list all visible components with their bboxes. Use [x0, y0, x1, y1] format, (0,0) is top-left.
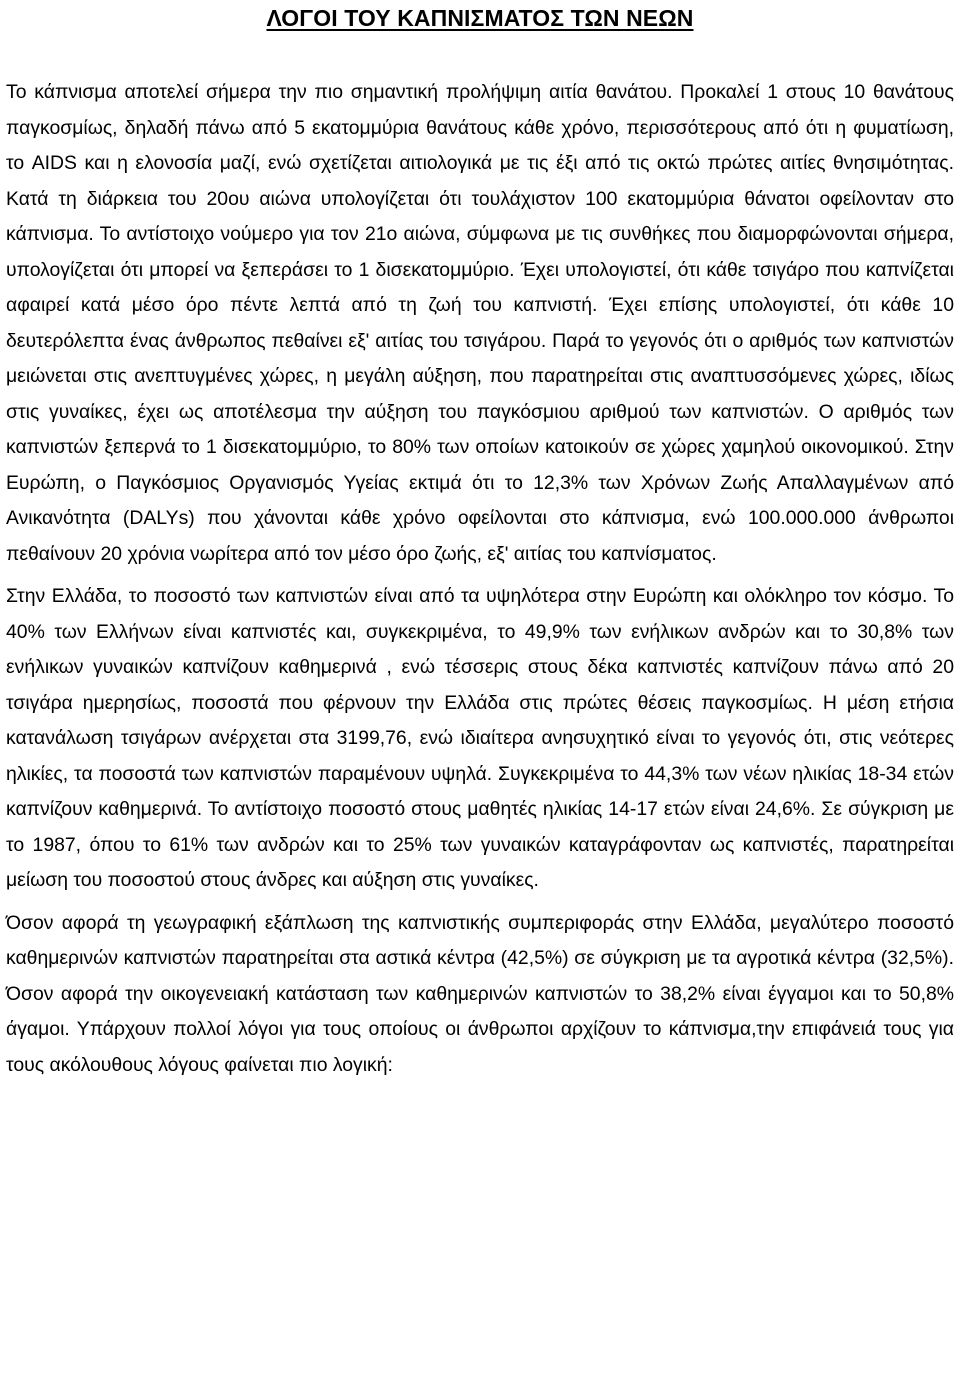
paragraph-greece-smoking: Στην Ελλάδα, το ποσοστό των καπνιστών είναι από τα υψηλότερα στην Ευρώπη και ολόκληρο τον κόσμο. Το 40% των Ελλήνων είναι καπνιστές και, συγκεκριμένα, το 49,9% των ενήλικων ανδρών και το 30,8% των ενήλικων γυναικών καπνίζουν καθημερινά , ενώ τέσσερις στους δέκα καπνιστές καπνίζουν πάνω από 20 τσιγάρα ημερησίως, ποσοστά που φέρνουν την Ελλάδα στις πρώτες θέσεις παγκοσμίως. Η μέση ετήσια κατανάλωση τσιγάρων ανέρχεται στα 3199,76, ενώ ιδιαίτερα ανησυχητικό είναι το γεγονός ότι, στις νεότερες ηλικίες, τα ποσοστά των καπνιστών παραμένουν υψηλά. Συγκεκριμένα το 44,3% των νέων ηλικίας 18-34 ετών καπνίζουν καθημερινά. Το αντίστοιχο ποσοστό στους μαθητές ηλικίας 14-17 ετών είναι 24,6%. Σε σύγκριση με το 1987, όπου το 61% των ανδρών και το 25% των γυναικών καταγράφονταν ως καπνιστές, παρατηρείται μείωση του ποσοστού στους άνδρες και αύξηση στις γυναίκες.	[6, 585, 954, 891]
paragraph-geographic-distribution: Όσον αφορά τη γεωγραφική εξάπλωση της καπνιστικής συμπεριφοράς στην Ελλάδα, μεγαλύτερο ποσοστό καθημερινών καπνιστών παρατηρείται στα αστικά κέντρα (42,5%) σε σύγκριση με τα αγροτικά κέντρα (32,5%). Όσον αφορά την οικογενειακή κατάσταση των καθημερινών καπνιστών το 38,2% είναι έγγαμοι και το 50,8% άγαμοι. Υπάρχουν πολλοί λόγοι για τους οποίους οι άνθρωποι αρχίζουν το κάπνισμα,την επιφάνειά τους για τους ακόλουθους λόγους φαίνεται πιο λογική:	[6, 911, 954, 1076]
paragraph-global-smoking: Το κάπνισμα αποτελεί σήμερα την πιο σημαντική προλήψιμη αιτία θανάτου. Προκαλεί 1 στους 10 θανάτους παγκοσμίως, δηλαδή πάνω από 5 εκατομμύρια θανάτους κάθε χρόνο, περισσότερους από ότι η φυματίωση, το AIDS και η ελονοσία μαζί, ενώ σχετίζεται αιτιολογικά με τις έξι από τις οκτώ πρώτες αιτίες θνησιμότητας. Κατά τη διάρκεια του 20ου αιώνα υπολογίζεται ότι τουλάχιστον 100 εκατομμύρια θάνατοι οφείλονταν στο κάπνισμα. Το αντίστοιχο νούμερο για τον 21ο αιώνα, σύμφωνα με τις συνθήκες που διαμορφώνονται σήμερα, υπολογίζεται ότι μπορεί να ξεπεράσει το 1 δισεκατομμύριο. Έχει υπολογιστεί, ότι κάθε τσιγάρο που καπνίζεται αφαιρεί κατά μέσο όρο πέντε λεπτά από τη ζωή του καπνιστή. Έχει επίσης υπολογιστεί, ότι κάθε 10 δευτερόλεπτα ένας άνθρωπος πεθαίνει εξ' αιτίας του τσιγάρου. Παρά το γεγονός ότι ο αριθμός των καπνιστών μειώνεται στις ανεπτυγμένες χώρες, η μεγάλη αύξηση, που παρατηρείται στις αναπτυσσόμενες χώρες, ιδίως στις γυναίκες, έχει ως αποτέλεσμα την αύξηση του παγκόσμιου αριθμού των καπνιστών. Ο αριθμός των καπνιστών ξεπερνά το 1 δισεκατομμύριο, το 80% των οποίων κατοικούν σε χώρες χαμηλού οικονομικού. Στην Ευρώπη, ο Παγκόσμιος Οργανισμός Υγείας εκτιμά ότι το 12,3% των Χρόνων Ζωής Απαλλαγμένων από Ανικανότητα (DALYs) που χάνονται κάθε χρόνο οφείλονται στο κάπνισμα, ενώ 100.000.000 άνθρωποι πεθαίνουν 20 χρόνια νωρίτερα από τον μέσο όρο ζωής, εξ' αιτίας του καπνίσματος.	[6, 81, 954, 565]
document-title: ΛΟΓΟΙ ΤΟΥ ΚΑΠΝΙΣΜΑΤΟΣ ΤΩΝ ΝΕΩΝ	[266, 5, 694, 31]
